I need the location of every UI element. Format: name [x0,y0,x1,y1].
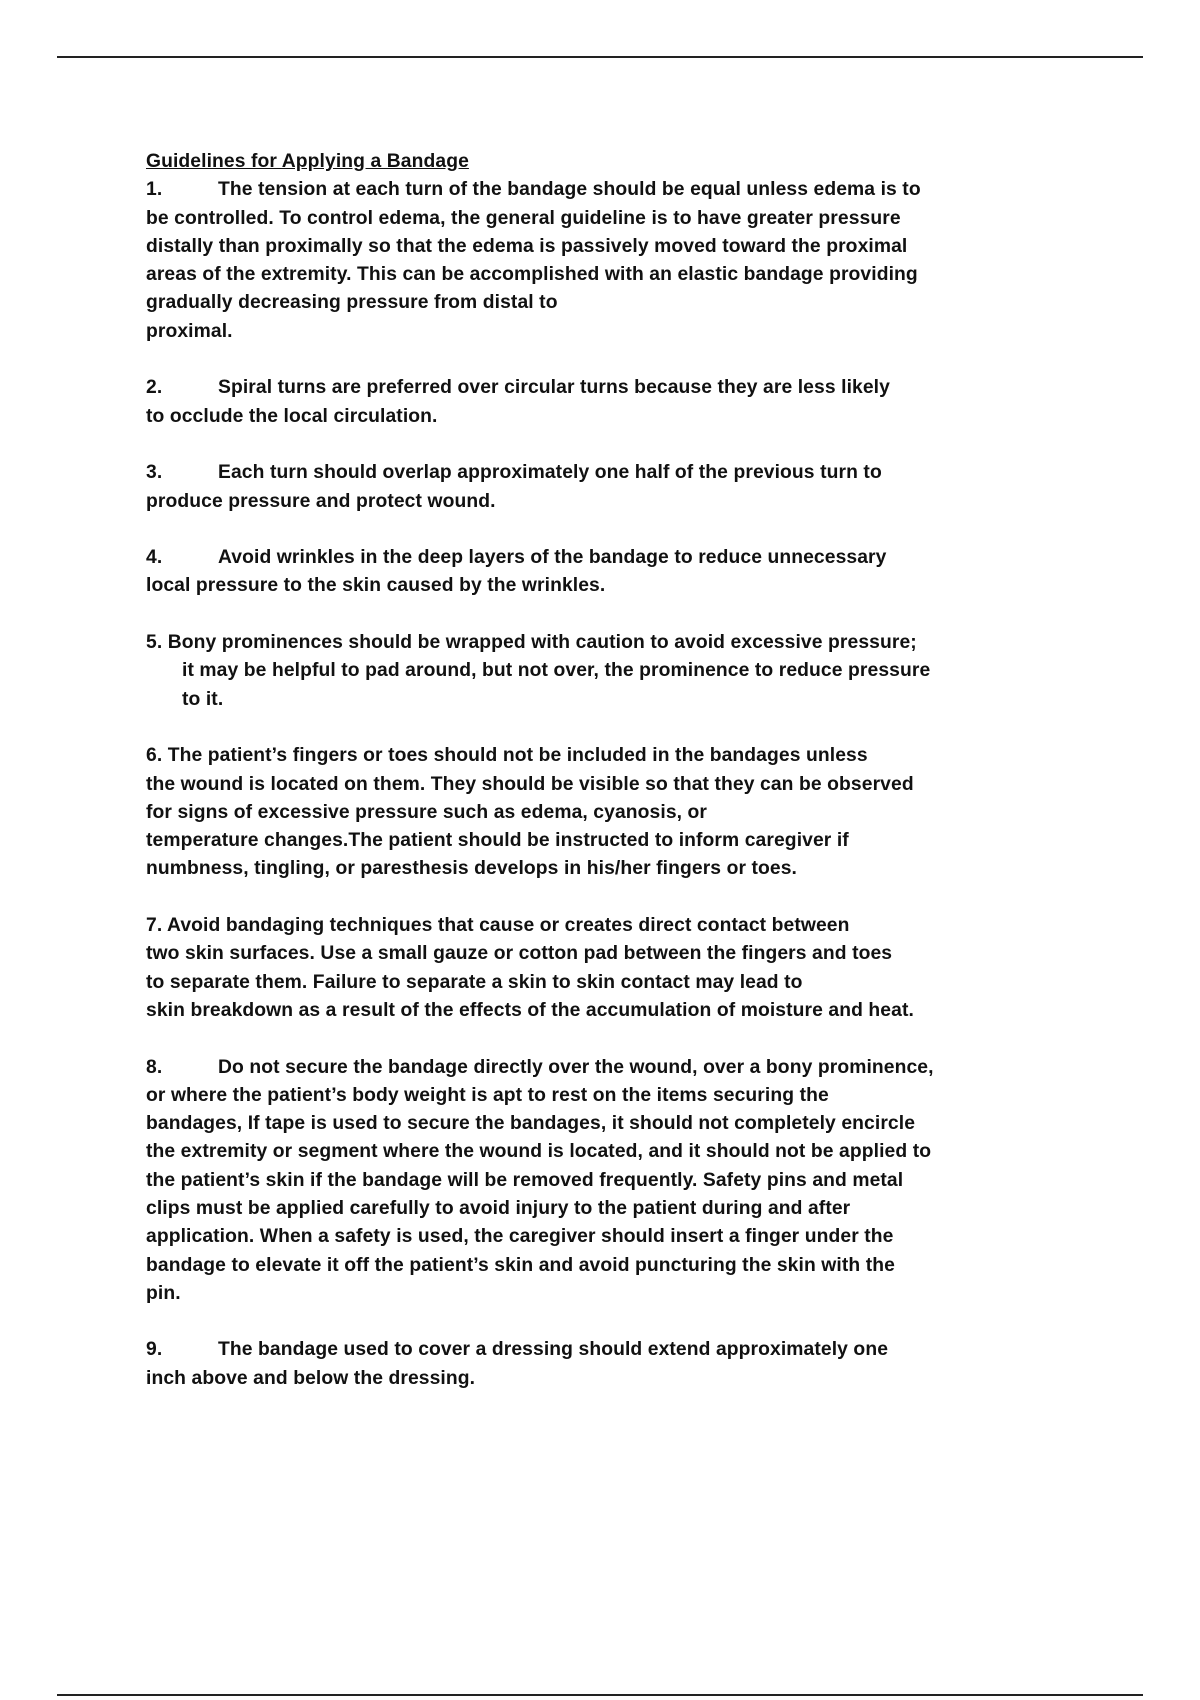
guideline-line: numbness, tingling, or paresthesis develops in his/her fingers or toes. [146,858,798,880]
item-number: 1. [146,179,163,201]
guideline-line: skin breakdown as a result of the effects of the accumulation of moisture and heat. [146,999,914,1021]
item-number: 5. [146,632,163,654]
guideline-line: two skin surfaces. Use a small gauze or cotton pad between the fingers and toes [146,943,893,965]
item-number: 6. [146,745,163,767]
guideline-item-3 [146,459,1096,516]
guideline-line: or where the patient’s body weight is apt to rest on the items securing the [146,1084,829,1106]
item-number: 7. [146,915,163,937]
guideline-item-6 [146,742,1096,883]
guideline-line: clips must be applied carefully to avoid injury to the patient during and after [146,1197,851,1219]
guideline-line: bandages, If tape is used to secure the bandages, it should not completely encircle [146,1113,916,1135]
guideline-line: 6. The patient’s fingers or toes should not be included in the bandages unless [146,745,868,767]
guideline-line: 8. Do not secure the bandage directly over the wound, over a bony prominence, [146,1054,1096,1082]
guideline-line: the extremity or segment where the wound is located, and it should not be applied to [146,1141,932,1163]
guideline-line: areas of the extremity. This can be accomplished with an elastic bandage providing [146,264,918,286]
footer-rule [57,1694,1143,1696]
guideline-line: to separate them. Failure to separate a skin to skin contact may lead to [146,971,803,993]
guideline-item-2 [146,374,1096,431]
guideline-line: bandage to elevate it off the patient’s skin and avoid puncturing the skin with the [146,1254,895,1276]
guideline-item-5 [146,629,1096,714]
item-number: 3. [146,462,163,484]
guideline-line: to occlude the local circulation. [146,405,438,427]
guideline-line: application. When a safety is used, the caregiver should insert a finger under the [146,1226,894,1248]
document-title: Guidelines for Applying a Bandage [146,151,469,172]
guideline-line: gradually decreasing pressure from distal to [146,292,558,314]
guideline-line: produce pressure and protect wound. [146,490,496,512]
guideline-line: it may be helpful to pad around, but not over, the prominence to reduce pressure [182,660,931,682]
guideline-item-1 [146,176,1096,346]
guideline-item-9 [146,1336,1096,1393]
item-number: 8. [146,1056,163,1078]
guideline-line: inch above and below the dressing. [146,1367,476,1389]
guideline-line: 7. Avoid bandaging techniques that cause or creates direct contact between [146,915,850,937]
guideline-line: 2. Spiral turns are preferred over circular turns because they are less likely [146,374,1096,402]
guideline-line: 9. The bandage used to cover a dressing should extend approximately one [146,1336,1096,1364]
item-number: 2. [146,377,163,399]
guideline-line: for signs of excessive pressure such as edema, cyanosis, or [146,801,708,823]
guideline-item-7 [146,912,1096,1025]
guideline-line: temperature changes.The patient should be instructed to inform caregiver if [146,830,849,852]
header-rule [57,56,1143,58]
guideline-line: 1. The tension at each turn of the bandage should be equal unless edema is to [146,176,1096,204]
guideline-line: the patient’s skin if the bandage will be removed frequently. Safety pins and metal [146,1169,904,1191]
guideline-line: be controlled. To control edema, the general guideline is to have greater pressure [146,207,901,229]
document-body [146,148,1096,1421]
guideline-item-8 [146,1054,1096,1309]
guideline-line: 4. Avoid wrinkles in the deep layers of the bandage to reduce unnecessary [146,544,1096,572]
guideline-line: 3. Each turn should overlap approximately one half of the previous turn to [146,459,1096,487]
guideline-line: to it. [182,688,224,710]
guideline-line: 5. Bony prominences should be wrapped with caution to avoid excessive pressure; [146,632,917,654]
guideline-line: the wound is located on them. They should be visible so that they can be observed [146,773,914,795]
guideline-line: proximal. [146,320,233,342]
guideline-line: distally than proximally so that the edema is passively moved toward the proximal [146,235,908,257]
item-number: 9. [146,1339,163,1361]
guideline-item-4 [146,544,1096,601]
guideline-line: pin. [146,1282,181,1304]
guideline-line: local pressure to the skin caused by the wrinkles. [146,575,606,597]
item-number: 4. [146,547,163,569]
